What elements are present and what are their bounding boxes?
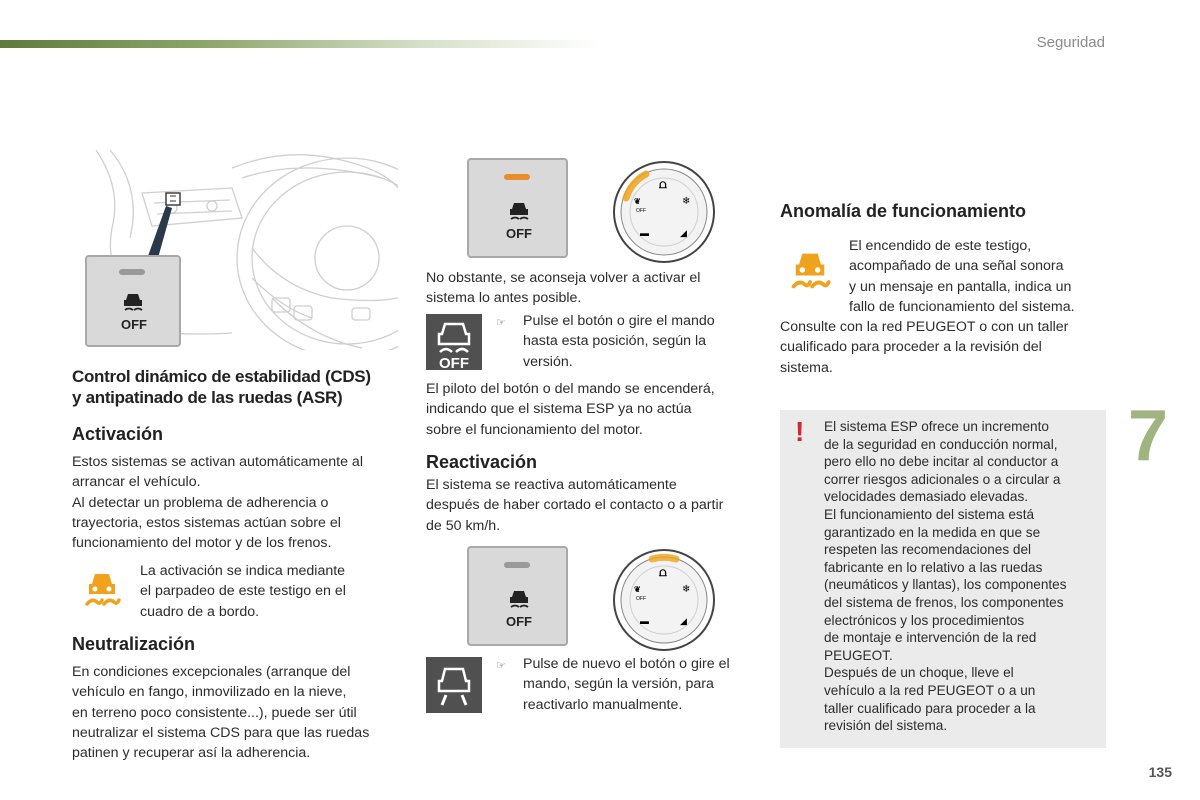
off-label: OFF [121, 317, 147, 332]
svg-text:⩍: ⩍ [659, 565, 667, 579]
page-number: 135 [1148, 764, 1172, 780]
activation-heading: Activación [72, 424, 164, 444]
off-label: OFF [506, 226, 532, 241]
svg-text:❄: ❄ [682, 584, 691, 595]
section-heading-line: y antipatinado de las ruedas (ASR) [72, 388, 343, 407]
text-line: después de haber cortado el contacto o a partir [426, 497, 724, 514]
text-line: respeten las recomendaciones del [824, 542, 1032, 558]
exclamation-icon: ! [795, 416, 805, 447]
off-label: OFF [439, 355, 469, 370]
text-line: El piloto del botón o del mando se encenderá, [426, 381, 715, 397]
text-line: El funcionamiento del sistema está [824, 506, 1035, 522]
esp-off-warning-icon [426, 314, 482, 370]
neutralization-heading: Neutralización [72, 634, 196, 654]
text-line: sistema. [780, 359, 833, 376]
svg-text:◢: ◢ [680, 228, 687, 238]
step-two-text [523, 654, 763, 715]
text-line: La activación se indica mediante [140, 563, 346, 579]
text-line: vehículo a la red PEUGEOT o a un [824, 682, 1036, 698]
button-led [119, 269, 145, 275]
esp-off-button-icon [503, 200, 535, 227]
text-line: Consulte con la red PEUGEOT o con un taller [780, 319, 1069, 335]
malfunction-text [780, 317, 1110, 378]
esp-off-button[interactable] [85, 255, 181, 347]
svg-text:❦: ❦ [634, 197, 641, 206]
text-line: El sistema se reactiva automáticamente [426, 477, 677, 493]
text-line: vehículo en fango, inmovilizado en la nieve, [72, 684, 347, 701]
text-line: velocidades demasiado elevadas. [824, 489, 1029, 505]
svg-text:OFF: OFF [636, 208, 646, 214]
rotary-mode-dial-active[interactable] [612, 160, 716, 269]
neutralization-text [72, 662, 412, 763]
reactivation-heading: Reactivación [426, 452, 538, 472]
text-line: electrónicos y los procedimientos [824, 612, 1025, 628]
esp-off-button-inactive[interactable] [467, 546, 568, 646]
text-line: trayectoria, estos sistemas actúan sobre el [72, 514, 341, 531]
text-line: el parpadeo de este testigo en el [140, 583, 346, 600]
text-line: sistema lo antes posible. [426, 290, 582, 307]
text-line: reactivarlo manualmente. [523, 696, 683, 713]
text-line: funcionamiento del motor y de los frenos. [72, 535, 332, 552]
advice-text [426, 268, 766, 309]
pilot-text [426, 379, 766, 440]
text-line: cualificado para proceder a la revisión del [780, 339, 1042, 356]
bullet-icon: ☞ [496, 660, 506, 672]
text-line: en terreno poco consistente...), puede ser útil [72, 704, 357, 721]
esp-off-button-active[interactable] [467, 158, 568, 258]
text-line: Estos sistemas se activan automáticamente al [72, 454, 363, 470]
svg-text:❄: ❄ [682, 196, 691, 207]
svg-text:▬: ▬ [640, 616, 649, 626]
text-line: No obstante, se aconseja volver a activar el [426, 270, 701, 286]
activation-note [140, 561, 380, 622]
header-color-bar [0, 40, 600, 48]
text-line: acompañado de una señal sonora [849, 258, 1064, 275]
text-line: fabricante en lo relativo a las ruedas [824, 559, 1043, 575]
text-line: neutralizar el sistema CDS para que las ruedas [72, 724, 370, 741]
text-line: PEUGEOT. [824, 647, 893, 663]
text-line: fallo de funcionamiento del sistema. [849, 298, 1075, 315]
text-line: mando, según la versión, para [523, 676, 714, 693]
chapter-number: 7 [1128, 396, 1169, 476]
text-line: revisión del sistema. [824, 718, 948, 734]
svg-text:⩍: ⩍ [659, 177, 667, 191]
text-line: El sistema ESP ofrece un incremento [824, 419, 1049, 434]
text-line: Después de un choque, lleve el [824, 665, 1014, 681]
button-led-on [504, 174, 530, 180]
svg-text:▬: ▬ [640, 228, 649, 238]
esp-off-button-icon [117, 291, 149, 318]
text-line: del sistema de frenos, los componentes [824, 594, 1064, 610]
section-heading [72, 366, 402, 408]
svg-text:OFF: OFF [636, 596, 646, 602]
text-line: sobre el funcionamiento del motor. [426, 421, 643, 438]
svg-text:❦: ❦ [634, 585, 641, 594]
text-line: Pulse de nuevo el botón o gire el [523, 656, 730, 672]
bullet-icon: ☞ [496, 317, 506, 329]
esp-off-button-icon [503, 588, 535, 615]
text-line: de la seguridad en conducción normal, [824, 436, 1058, 452]
traction-icon [426, 657, 482, 713]
text-line: cuadro de a bordo. [140, 603, 260, 620]
esp-warning-lamp-icon [788, 247, 832, 293]
text-line: (neumáticos y llantas), los componentes [824, 577, 1067, 593]
svg-text:◢: ◢ [680, 616, 687, 626]
text-line: correr riesgos adicionales o a circular a [824, 471, 1061, 487]
text-line: indicando que el sistema ESP ya no actúa [426, 401, 692, 418]
traction-warning-icon [82, 568, 122, 610]
off-label: OFF [506, 614, 532, 629]
warning-text [824, 418, 1096, 735]
text-line: En condiciones excepcionales (arranque del [72, 664, 351, 680]
text-line: arrancar el vehículo. [72, 474, 201, 491]
step-one-text [523, 311, 763, 372]
text-line: hasta esta posición, según la [523, 333, 706, 350]
text-line: Pulse el botón o gire el mando [523, 313, 715, 329]
text-line: versión. [523, 353, 573, 370]
text-line: de 50 km/h. [426, 517, 501, 534]
malfunction-heading: Anomalía de funcionamiento [780, 201, 1027, 221]
section-title: Seguridad [1036, 34, 1105, 51]
section-heading-line: Control dinámico de estabilidad (CDS) [72, 367, 371, 386]
text-line: Al detectar un problema de adherencia o [72, 494, 329, 511]
malfunction-icon-text [849, 236, 1109, 317]
text-line: pero ello no debe incitar al conductor a [824, 454, 1059, 470]
activation-text [72, 452, 412, 553]
text-line: y un mensaje en pantalla, indica un [849, 278, 1072, 295]
rotary-mode-dial[interactable] [612, 548, 716, 657]
text-line: taller cualificado para proceder a la [824, 700, 1036, 716]
text-line: patinen y recuperar así la adherencia. [72, 745, 311, 762]
reactivation-text [426, 475, 766, 536]
text-line: El encendido de este testigo, [849, 238, 1032, 254]
text-line: garantizado en la medida en que se [824, 524, 1041, 540]
text-line: de montaje e intervención de la red [824, 630, 1037, 646]
button-led [504, 562, 530, 568]
